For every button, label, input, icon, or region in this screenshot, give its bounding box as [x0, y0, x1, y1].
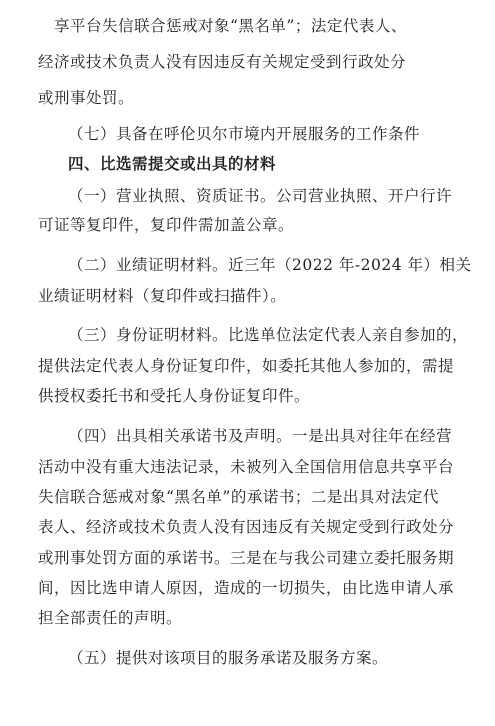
text-line: 享平台失信联合惩戒对象“黑名单”；法定代表人、: [54, 17, 407, 35]
text-line: （三）身份证明材料。比选单位法定代表人亲自参加的，: [68, 326, 469, 344]
text-line: 业绩证明材料（复印件或扫描件）。: [38, 287, 287, 305]
text-line: 或刑事处罚方面的承诺书。三是在与我公司建立委托服务期: [38, 549, 455, 567]
text-line: （二）业绩证明材料。近三年（2022 年-2024 年）相关: [68, 256, 472, 274]
text-line: （五）提供对该项目的服务承诺及服务方案。: [68, 649, 389, 667]
text-line: 供授权委托书和受托人身份证复印件。: [38, 387, 311, 405]
text-line: 可证等复印件，复印件需加盖公章。: [38, 216, 295, 234]
text-line: 表人、经济或技术负责人没有因违反有关规定受到行政处分: [38, 518, 455, 536]
text-line: 失信联合惩戒对象“黑名单”的承诺书；二是出具对法定代: [38, 488, 439, 506]
text-line: （七）具备在呼伦贝尔市境内开展服务的工作条件: [68, 125, 421, 143]
section-heading: 四、比选需提交或出具的材料: [68, 155, 277, 173]
text-line: （四）出具相关承诺书及声明。一是出具对往年在经营: [68, 427, 453, 445]
text-line: （一）营业执照、资质证书。公司营业执照、开户行许: [68, 187, 453, 205]
text-line: 或刑事处罚。: [38, 89, 135, 107]
text-line: 提供法定代表人身份证复印件，如委托其他人参加的，需提: [38, 357, 455, 375]
text-line: 担全部责任的声明。: [38, 609, 183, 627]
text-line: 间，因比选申请人原因，造成的一切损失，由比选申请人承: [38, 579, 455, 597]
text-line: 经济或技术负责人没有因违反有关规定受到行政处分: [38, 53, 407, 71]
text-line: 活动中没有重大违法记录，未被列入全国信用信息共享平台: [38, 458, 455, 476]
